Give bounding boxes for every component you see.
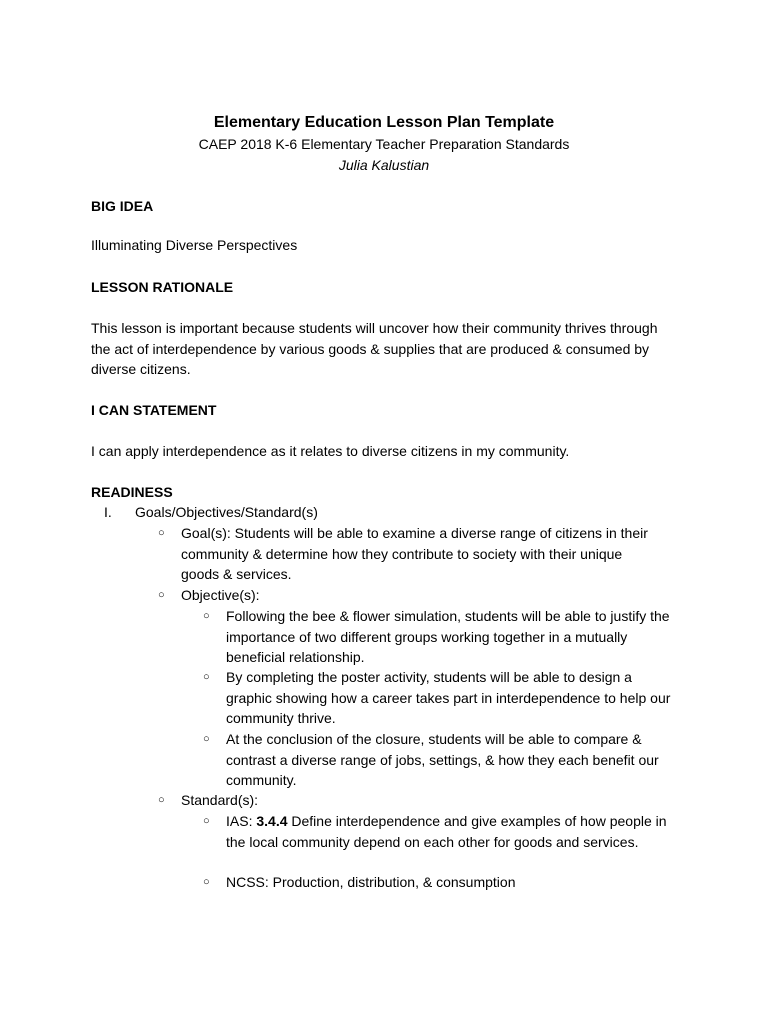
readiness-heading: READINESS xyxy=(91,484,173,500)
lesson-rationale-heading: LESSON RATIONALE xyxy=(91,279,234,295)
list-numeral: I. xyxy=(104,504,112,520)
bullet-icon: ○ xyxy=(158,794,165,806)
bullet-icon: ○ xyxy=(158,589,165,601)
standard-ias-prefix: IAS: xyxy=(226,813,257,829)
objectives-label: Objective(s): xyxy=(181,587,260,603)
goals-text: Goal(s): Students will be able to examine a diverse range of citizens in their community & determine how they contribute to society with their unique goods & services. xyxy=(181,525,648,583)
objective-item: By completing the poster activity, students will be able to design a graphic showing how a career takes part in interdependence to help our community thrive. xyxy=(226,669,671,727)
bullet-icon: ○ xyxy=(203,733,210,745)
standard-ias xyxy=(226,811,678,852)
document-subtitle: CAEP 2018 K-6 Elementary Teacher Preparation Standards xyxy=(198,136,570,152)
standard-ias-code: 3.4.4 xyxy=(256,813,288,829)
bullet-icon: ○ xyxy=(158,527,165,539)
document-title: Elementary Education Lesson Plan Template xyxy=(213,114,555,131)
big-idea-heading: BIG IDEA xyxy=(91,198,154,214)
bullet-icon: ○ xyxy=(203,610,210,622)
goals-objectives-standards-label: Goals/Objectives/Standard(s) xyxy=(135,504,318,520)
standard-ias-text: Define interdependence and give examples of how people in the local community depend on each other for goods and services. xyxy=(226,813,667,850)
bullet-icon: ○ xyxy=(203,876,210,888)
i-can-heading: I CAN STATEMENT xyxy=(91,402,217,418)
standard-ncss: NCSS: Production, distribution, & consumption xyxy=(226,874,516,890)
bullet-icon: ○ xyxy=(203,815,210,827)
document-author: Julia Kalustian xyxy=(338,157,430,173)
objective-item: Following the bee & flower simulation, students will be able to justify the importance of two different groups working together in a mutually beneficial relationship. xyxy=(226,608,670,666)
big-idea-text: Illuminating Diverse Perspectives xyxy=(91,237,298,253)
lesson-rationale-text: This lesson is important because students will uncover how their community thrives through the act of interdependence by various goods & supplies that are produced & consumed by diverse citizens. xyxy=(91,320,658,378)
standards-label: Standard(s): xyxy=(181,792,259,808)
i-can-text: I can apply interdependence as it relates to diverse citizens in my community. xyxy=(91,443,570,459)
objective-item: At the conclusion of the closure, students will be able to compare & contrast a diverse range of jobs, settings, & how they each benefit our community. xyxy=(226,731,659,789)
bullet-icon: ○ xyxy=(203,671,210,683)
